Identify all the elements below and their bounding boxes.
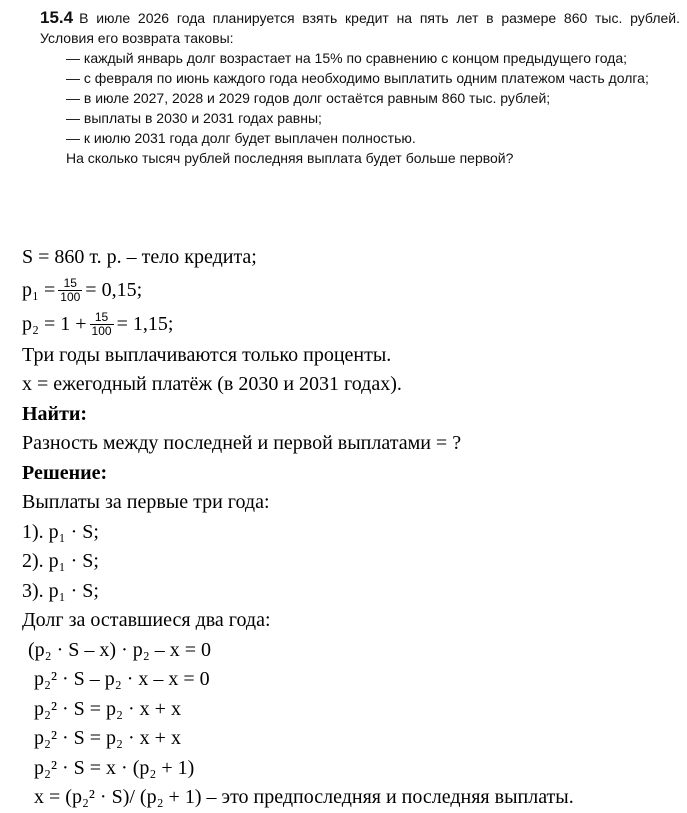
payment-3: 3). p₁ · S;: [22, 579, 99, 602]
p1-right: = 0,15;: [85, 278, 143, 301]
condition-5: — к июлю 2031 года долг будет выплачен полностью.: [66, 130, 416, 146]
equation-6: x = (p₂² · S)/ (p₂ + 1) – это предпоследняя и последняя выплаты.: [34, 786, 574, 808]
three-years-note: Три годы выплачиваются только проценты.: [22, 343, 392, 366]
debt-two-heading: Долг за оставшиеся два года:: [22, 609, 271, 631]
equation-2: p₂² · S – p₂ · x – x = 0: [34, 668, 210, 690]
p2-left: p₂ = 1 +: [22, 312, 87, 335]
payment-2: 2). p₁ · S;: [22, 550, 99, 572]
payment-1: 1). p₁ · S;: [22, 520, 99, 543]
solution-block: [22, 243, 682, 813]
problem-intro-text: В июле 2026 года планируется взять кредит на пять лет в размере 860 тыс. рублей. Условия его возврата таковы:: [40, 10, 680, 46]
equation-4: p₂² · S = p₂ · x + x: [34, 727, 181, 749]
find-label: Найти:: [22, 402, 88, 425]
condition-4: — выплаты в 2030 и 2031 годах равны;: [66, 110, 322, 126]
solution-label: Решение:: [22, 461, 108, 484]
find-text: Разность между последней и первой выплатами = ?: [22, 432, 462, 454]
problem-question: На сколько тысяч рублей последняя выплата будет больше первой?: [66, 150, 514, 166]
condition-2: — с февраля по июнь каждого года необходимо выплатить одним платежом часть долга;: [66, 70, 649, 86]
p1-numerator: 15: [58, 277, 82, 291]
p2-fraction: [90, 311, 114, 338]
condition-1: — каждый январь долг возрастает на 15% по сравнению с концом предыдущего года;: [66, 50, 628, 66]
problem-statement: [40, 8, 680, 168]
equation-3: p₂² · S = p₂ · x + x: [34, 697, 181, 720]
problem-intro: [40, 8, 680, 48]
p2-right: = 1,15;: [116, 312, 174, 335]
x-definition: x = ежегодный платёж (в 2030 и 2031 годах).: [22, 373, 402, 395]
s-definition: S = 860 т. р. – тело кредита;: [22, 246, 257, 268]
equation-1: (p₂ · S – x) · p₂ – x = 0: [28, 638, 211, 661]
problem-number: 15.4: [40, 8, 74, 27]
equation-5: p₂² · S = x · (p₂ + 1): [34, 756, 195, 779]
p1-fraction: [58, 277, 82, 304]
p1-left: p₁ =: [22, 278, 56, 301]
p1-denominator: 100: [60, 290, 81, 305]
p2-denominator: 100: [91, 324, 112, 339]
condition-3: — в июле 2027, 2028 и 2029 годов долг остаётся равным 860 тыс. рублей;: [66, 90, 551, 106]
p1-definition: [22, 273, 682, 307]
first-three-heading: Выплаты за первые три года:: [22, 491, 270, 513]
p2-definition: [22, 307, 682, 341]
p2-numerator: 15: [90, 311, 114, 325]
